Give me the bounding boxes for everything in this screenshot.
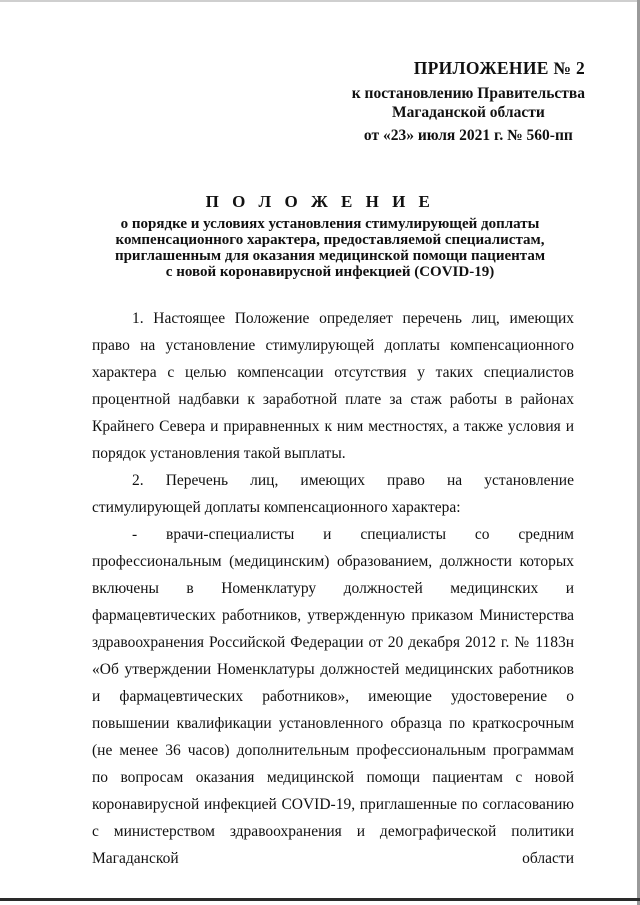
paragraph-3: - врачи-специалисты и специалисты со средним профессиональным (медицинским) образованием, должности которых включены в Номенклатуру должностей медицинских и фармацевтических работников, утвержденную приказом Министерства здравоохранения Российской Федерации от 20 декабря 2012 г. № 1183н «Об утверждении Номенклатуры должностей медицинских работников и фармацевтических работников», имеющие удостоверение о повышении квалификации установленного образца по краткосрочным (не менее 36 часов) дополнительным профессиональным программам по вопросам оказания медицинской помощи пациентам с новой коронавирусной инфекцией COVID-19, приглашенные по согласованию с министерством здравоохранения и демографической политики Магаданской области bbox=[92, 526, 574, 867]
subtitle-line-4: с новой коронавирусной инфекцией (COVID-19) bbox=[165, 264, 495, 280]
subtitle-line-2: компенсационного характера, предоставляемой специалистам, bbox=[115, 232, 545, 248]
paragraph-1: 1. Настоящее Положение определяет перечень лиц, имеющих право на установление стимулирующей доплаты компенсационного характера с целью компенсации отсутствия у таких специалистов процентной надбавки к заработной плате за стаж работы в районах Крайнего Севера и приравненных к ним местностях, а также условия и порядок установления такой выплаты. bbox=[92, 310, 574, 462]
appendix-line-1: к постановлению Правительства bbox=[351, 85, 585, 102]
document-title: П О Л О Ж Е Н И Е bbox=[205, 192, 435, 211]
appendix-line-2: Магаданской области bbox=[391, 104, 545, 121]
document-subtitle bbox=[95, 216, 565, 280]
scan-top-edge bbox=[0, 0, 640, 2]
scan-bottom-edge bbox=[0, 898, 640, 901]
appendix-line-3: от «23» июля 2021 г. № 560-пп bbox=[363, 127, 573, 144]
document-body bbox=[92, 305, 574, 872]
subtitle-line-1: о порядке и условиях установления стимулирующей доплаты bbox=[120, 216, 540, 232]
appendix-number: ПРИЛОЖЕНИЕ № 2 bbox=[413, 58, 585, 78]
paragraph-2: 2. Перечень лиц, имеющих право на установление стимулирующей доплаты компенсационного характера: bbox=[92, 472, 574, 516]
appendix-header bbox=[352, 57, 585, 145]
subtitle-line-3: приглашенным для оказания медицинской помощи пациентам bbox=[114, 248, 546, 264]
